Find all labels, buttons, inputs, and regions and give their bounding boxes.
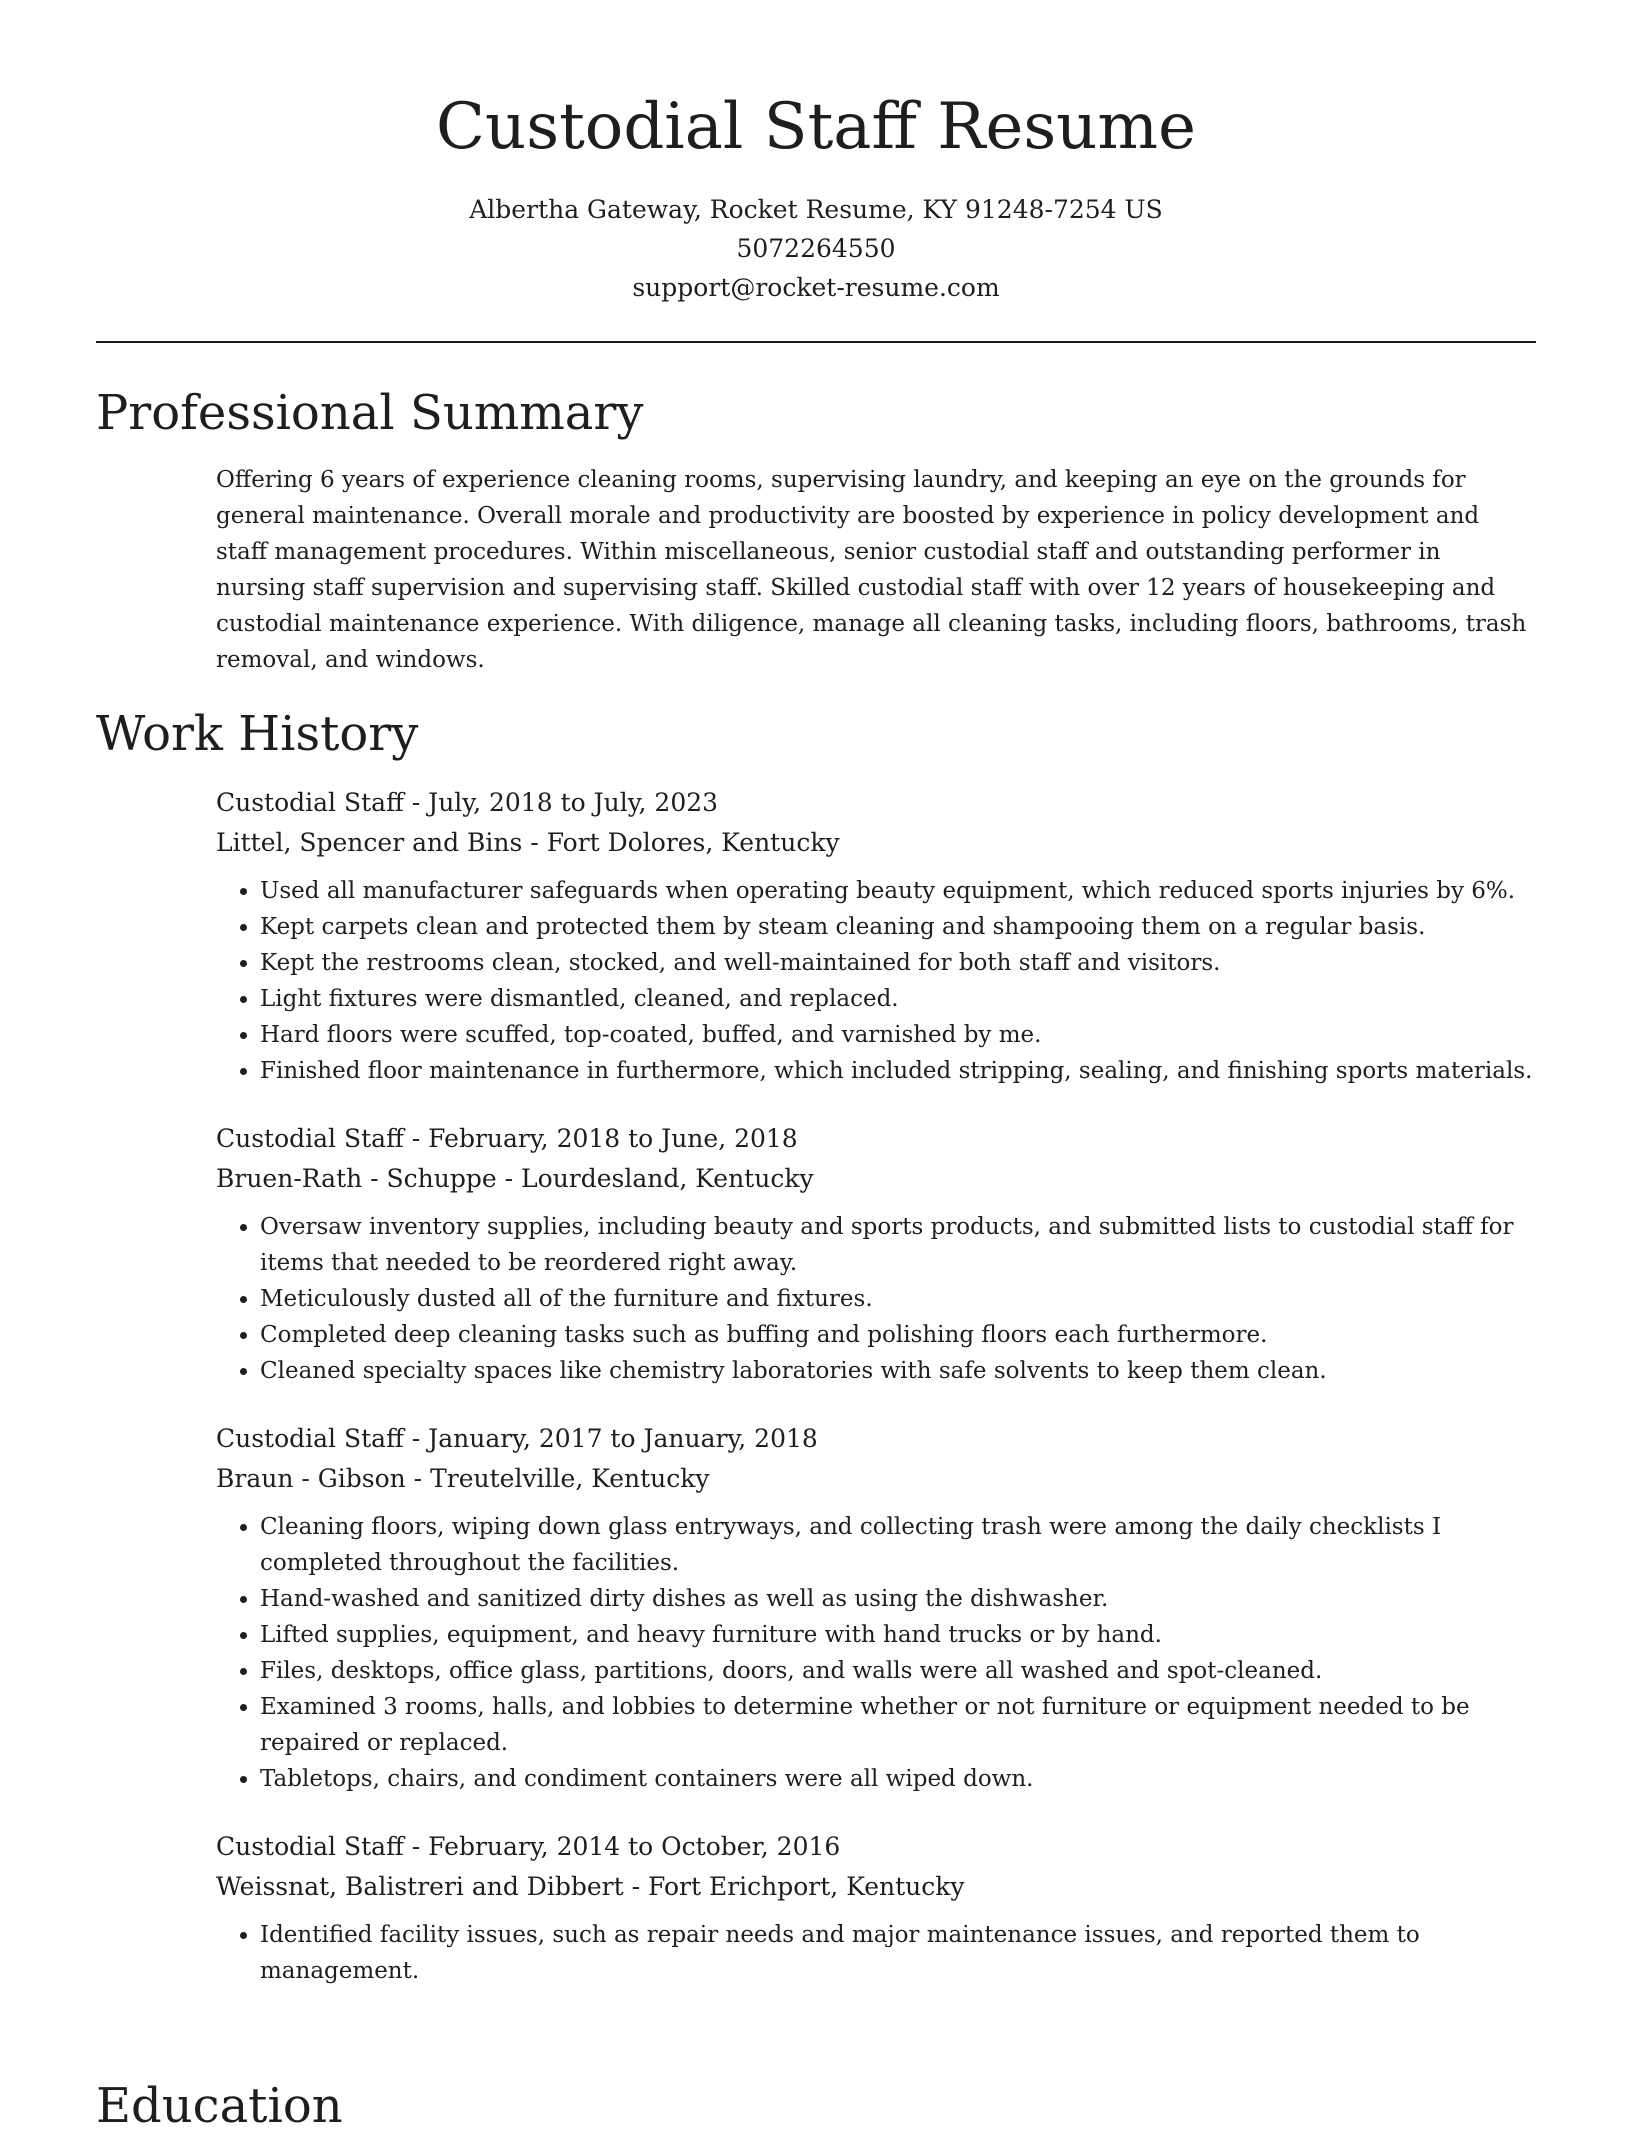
list-item: • Cleaned specialty spaces like chemistry laboratories with safe solvents to keep them clean. (260, 1353, 1536, 1389)
job-company-line (216, 1459, 1536, 1499)
job-duties-list (216, 1209, 1536, 1389)
job-title: Custodial Staff (216, 788, 404, 817)
job-company: Braun - Gibson (216, 1464, 406, 1493)
list-item: • Oversaw inventory supplies, including beauty and sports products, and submitted lists to custodial staff for items that needed to be reordered right away. (260, 1209, 1536, 1281)
job-dates: - February, 2014 to October, 2016 (403, 1832, 841, 1861)
list-item: • Identified facility issues, such as repair needs and major maintenance issues, and reported them to management. (260, 1917, 1536, 1989)
address-text: Albertha Gateway, Rocket Resume, KY 91248-7254 US (469, 195, 1163, 224)
list-item: • Lifted supplies, equipment, and heavy furniture with hand trucks or by hand. (260, 1617, 1536, 1653)
job-location: - Treutelville, Kentucky (405, 1464, 710, 1493)
list-item: • Light fixtures were dismantled, cleaned, and replaced. (260, 981, 1536, 1017)
job-entry (216, 783, 1536, 1089)
job-location: - Lourdesland, Kentucky (496, 1164, 814, 1193)
work-history-heading: Work History (96, 706, 419, 762)
list-item: • Examined 3 rooms, halls, and lobbies to determine whether or not furniture or equipment needed to be repaired or replaced. (260, 1689, 1536, 1761)
job-entry (216, 1419, 1536, 1797)
job-title: Custodial Staff (216, 1424, 404, 1453)
job-company: Bruen-Rath - Schuppe (216, 1164, 497, 1193)
job-location: - Fort Dolores, Kentucky (522, 828, 840, 857)
job-company: Littel, Spencer and Bins (216, 828, 523, 857)
job-title-line (216, 1119, 1536, 1159)
job-entry (216, 1827, 1536, 1989)
list-item: • Files, desktops, office glass, partitions, doors, and walls were all washed and spot-cleaned. (260, 1653, 1536, 1689)
email-text: support@rocket-resume.com (632, 273, 1000, 302)
job-title-line (216, 1419, 1536, 1459)
job-duties-list (216, 1917, 1536, 1989)
list-item: • Used all manufacturer safeguards when operating beauty equipment, which reduced sports injuries by 6%. (260, 873, 1536, 909)
header-divider (96, 341, 1536, 343)
list-item: • Finished floor maintenance in furthermore, which included stripping, sealing, and finishing sports materials. (260, 1053, 1536, 1089)
list-item: • Kept carpets clean and protected them by steam cleaning and shampooing them on a regular basis. (260, 909, 1536, 945)
job-location: - Fort Erichport, Kentucky (623, 1872, 965, 1901)
job-title-line (216, 1827, 1536, 1867)
job-company-line (216, 1867, 1536, 1907)
list-item: • Tabletops, chairs, and condiment containers were all wiped down. (260, 1761, 1536, 1797)
list-item: • Hard floors were scuffed, top-coated, buffed, and varnished by me. (260, 1017, 1536, 1053)
summary-heading: Professional Summary (96, 385, 644, 441)
job-company-line (216, 823, 1536, 863)
job-dates: - January, 2017 to January, 2018 (403, 1424, 818, 1453)
list-item: • Hand-washed and sanitized dirty dishes as well as using the dishwasher. (260, 1581, 1536, 1617)
job-company: Weissnat, Balistreri and Dibbert (216, 1872, 624, 1901)
job-entry (216, 1119, 1536, 1389)
job-title: Custodial Staff (216, 1832, 404, 1861)
list-item: • Kept the restrooms clean, stocked, and well-maintained for both staff and visitors. (260, 945, 1536, 981)
job-company-line (216, 1159, 1536, 1199)
job-dates: - July, 2018 to July, 2023 (403, 788, 719, 817)
list-item: • Meticulously dusted all of the furniture and fixtures. (260, 1281, 1536, 1317)
contact-block (0, 190, 1632, 307)
phone-text: 5072264550 (736, 234, 896, 263)
education-heading: Education (96, 2078, 343, 2134)
job-duties-list (216, 1509, 1536, 1797)
work-history-list (216, 783, 1536, 2019)
job-title-line (216, 783, 1536, 823)
page-title: Custodial Staff Resume (436, 90, 1196, 164)
resume-header (0, 0, 1632, 307)
job-duties-list (216, 873, 1536, 1089)
summary-text: Offering 6 years of experience cleaning rooms, supervising laundry, and keeping an eye on the grounds for general maintenance. Overall morale and productivity are boosted by experience in policy development and staff management procedures. Within miscellaneous, senior custodial staff and outstanding performer in nursing staff supervision and supervising staff. Skilled custodial staff with over 12 years of housekeeping and custodial maintenance experience. With diligence, manage all cleaning tasks, including floors, bathrooms, trash removal, and windows. (216, 467, 1527, 673)
job-title: Custodial Staff (216, 1124, 404, 1153)
job-dates: - February, 2018 to June, 2018 (403, 1124, 798, 1153)
list-item: • Completed deep cleaning tasks such as buffing and polishing floors each furthermore. (260, 1317, 1536, 1353)
list-item: • Cleaning floors, wiping down glass entryways, and collecting trash were among the daily checklists I completed throughout the facilities. (260, 1509, 1536, 1581)
